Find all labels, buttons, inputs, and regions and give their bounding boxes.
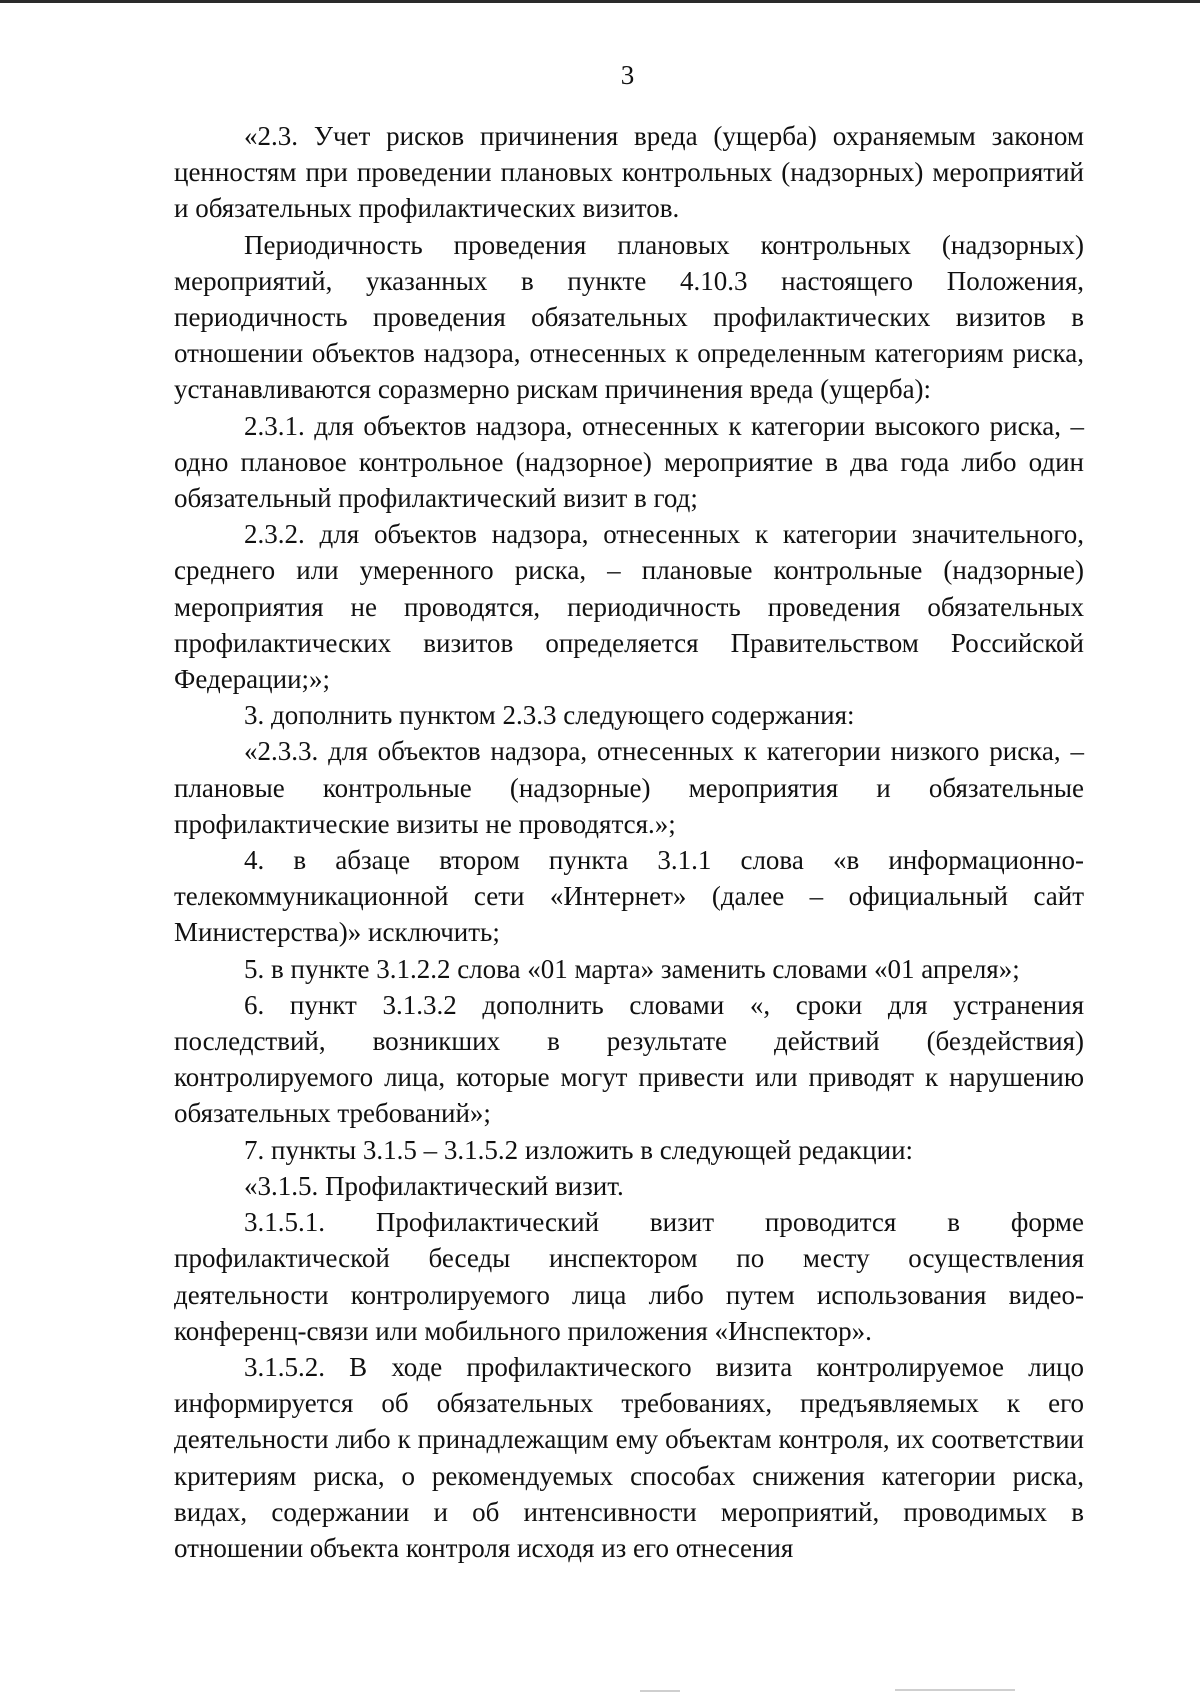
paragraph-3-1-5: «3.1.5. Профилактический визит.: [244, 1170, 624, 1201]
paragraph-item-7: 7. пункты 3.1.5 – 3.1.5.2 изложить в следующей редакции:: [244, 1134, 914, 1165]
paragraph-item-5: 5. в пункте 3.1.2.2 слова «01 марта» заменить словами «01 апреля»;: [244, 953, 1020, 984]
paragraph-2-3-2: 2.3.2. для объектов надзора, отнесенных к категории значительного, среднего или умеренного риска, – плановые контрольные (надзорные) мероприятия не проводятся, периодичность проведения обязательных профилактических визитов определяется Правительством Российской Федерации;»;: [174, 519, 1084, 695]
paragraph-3-1-5-1: 3.1.5.1. Профилактический визит проводится в форме профилактической беседы инспектором по месту осуществления деятельности контролируемого лица либо путем использования видео-конференц-связи или мобильного приложения «Инспектор».: [174, 1207, 1084, 1346]
scan-artifact: [640, 1690, 680, 1692]
paragraph-3-1-5-2: 3.1.5.2. В ходе профилактического визита контролируемое лицо информируется об обязательных требованиях, предъявляемых к его деятельности либо к принадлежащим ему объектам контроля, их соответствии критериям риска, о рекомендуемых способах снижения категории риска, видах, содержании и об интенсивности мероприятий, проводимых в отношении объекта контроля исходя из его отнесения: [174, 1351, 1084, 1563]
scan-top-edge: [0, 0, 1200, 3]
paragraph-2-3: «2.3. Учет рисков причинения вреда (ущерба) охраняемым законом ценностям при проведении плановых контрольных (надзорных) мероприятий и обязательных профилактических визитов.: [174, 121, 1084, 224]
paragraph-item-3: 3. дополнить пунктом 2.3.3 следующего содержания:: [244, 700, 855, 731]
paragraph-item-4: 4. в абзаце втором пункта 3.1.1 слова «в информационно-телекоммуникационной сети «Интернет» (далее – официальный сайт Министерства)» исключить;: [174, 845, 1084, 948]
paragraph-2-3-1: 2.3.1. для объектов надзора, отнесенных к категории высокого риска, – одно плановое контрольное (надзорное) мероприятие в два года либо один обязательный профилактический визит в год;: [174, 410, 1084, 514]
paragraph-periodicity: Периодичность проведения плановых контрольных (надзорных) мероприятий, указанных в пункте 4.10.3 настоящего Положения, периодичность проведения обязательных профилактических визитов в отношении объектов надзора, отнесенных к определенным категориям риска, устанавливаются соразмерно рискам причинения вреда (ущерба):: [174, 229, 1084, 405]
scan-artifact: [895, 1689, 1015, 1691]
paragraph-item-6: 6. пункт 3.1.3.2 дополнить словами «, сроки для устранения последствий, возникших в результате действий (бездействия) контролируемого лица, которые могут привести или приводят к нарушению обязательных требований»;: [174, 989, 1084, 1129]
paragraph-2-3-3: «2.3.3. для объектов надзора, отнесенных к категории низкого риска, – плановые контрольные (надзорные) мероприятия и обязательные профилактические визиты не проводятся.»;: [174, 736, 1084, 839]
document-body: [174, 118, 1084, 1566]
page-number: 3: [620, 60, 635, 90]
